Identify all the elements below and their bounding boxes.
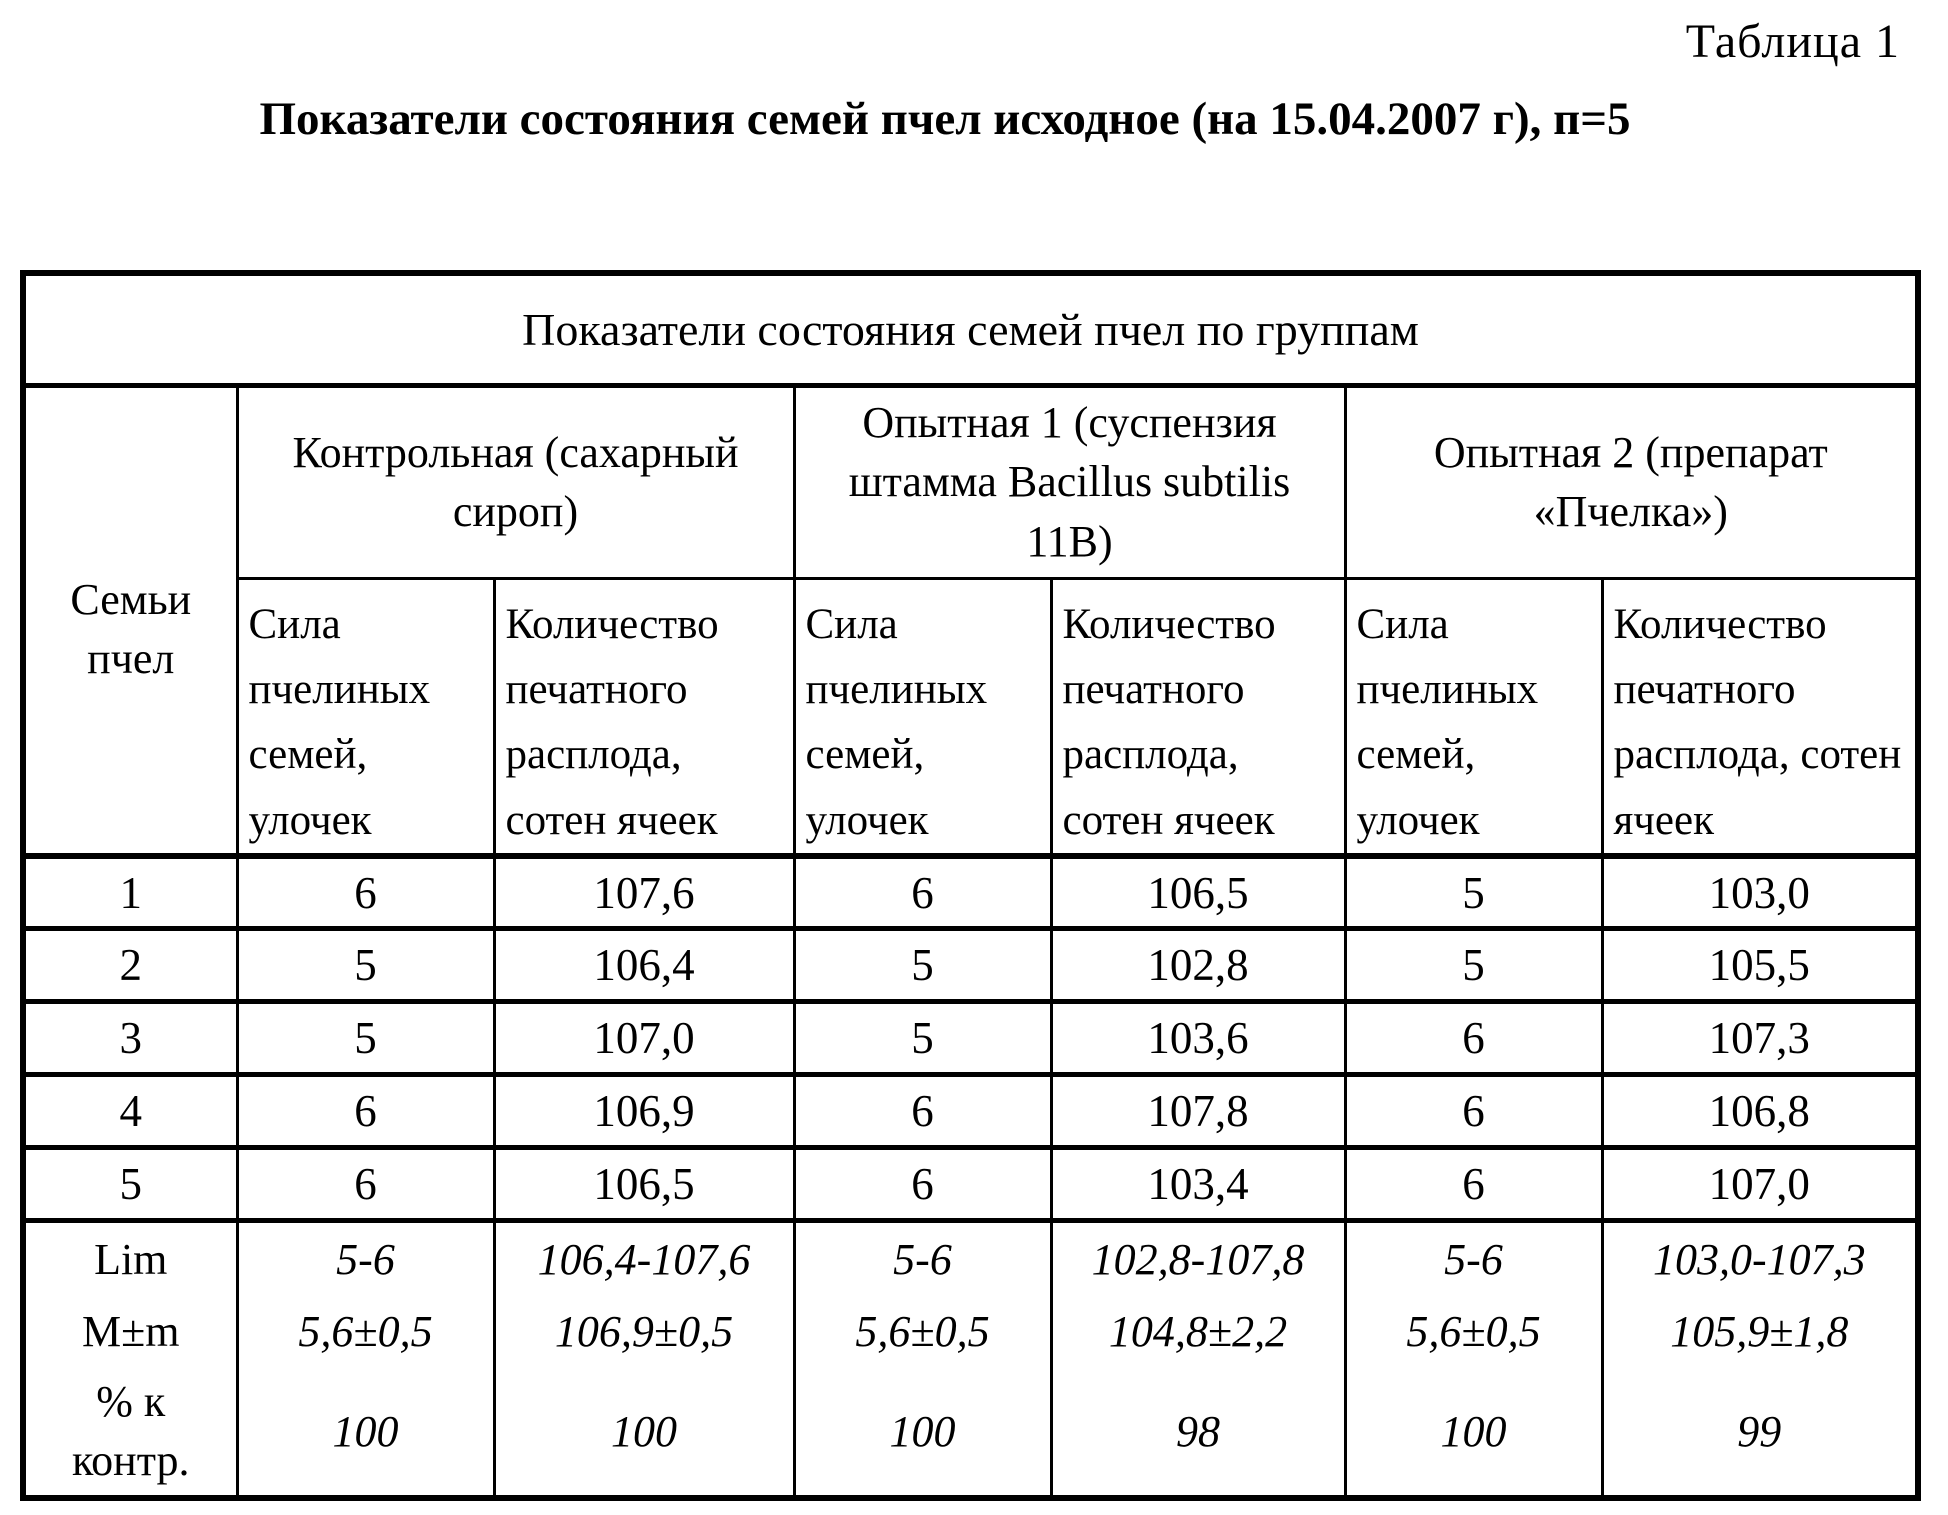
data-cell: 6 <box>1345 1148 1602 1221</box>
data-cell: 6 <box>794 1148 1051 1221</box>
row-label-cell: 4 <box>23 1075 237 1148</box>
data-cell: 106,9 <box>494 1075 794 1148</box>
group-header-experimental-1: Опытная 1 (суспензия штамма Bacillus subtilis 11В) <box>794 385 1345 578</box>
summary-row <box>23 1221 1918 1499</box>
data-cell: 6 <box>237 1075 494 1148</box>
summary-cell <box>1345 1221 1602 1499</box>
subcolumn-strength-control: Сила пчелиных семей, улочек <box>237 578 494 856</box>
m-pm-value: 5,6±0,5 <box>1406 1306 1541 1356</box>
summary-cell <box>494 1221 794 1499</box>
group-header-experimental-2: Опытная 2 (препарат «Пчелка») <box>1345 385 1918 578</box>
data-cell: 106,4 <box>494 929 794 1002</box>
data-cell: 6 <box>237 1148 494 1221</box>
summary-label-cell <box>23 1221 237 1499</box>
lim-value: 106,4-107,6 <box>537 1234 751 1284</box>
data-cell: 103,6 <box>1051 1002 1345 1075</box>
data-cell: 5 <box>794 929 1051 1002</box>
m-pm-value: 106,9±0,5 <box>554 1306 734 1356</box>
data-cell: 5 <box>1345 929 1602 1002</box>
data-cell: 6 <box>794 1075 1051 1148</box>
data-cell: 103,4 <box>1051 1148 1345 1221</box>
pct-value: 100 <box>889 1406 956 1456</box>
summary-label-pct: % к контр. <box>72 1377 190 1486</box>
summary-cell <box>794 1221 1051 1499</box>
data-cell: 106,5 <box>1051 856 1345 929</box>
subcolumn-header-row <box>23 578 1918 856</box>
lim-value: 5-6 <box>336 1234 395 1284</box>
table-row <box>23 856 1918 929</box>
data-cell: 107,0 <box>494 1002 794 1075</box>
data-cell: 6 <box>794 856 1051 929</box>
pct-value: 98 <box>1176 1406 1220 1456</box>
summary-cell <box>237 1221 494 1499</box>
summary-label-m: M±m <box>82 1306 180 1356</box>
data-cell: 106,5 <box>494 1148 794 1221</box>
summary-label-lim: Lim <box>94 1234 168 1284</box>
data-cell: 107,6 <box>494 856 794 929</box>
data-cell: 102,8 <box>1051 929 1345 1002</box>
lim-value: 103,0-107,3 <box>1652 1234 1866 1284</box>
subcolumn-strength-exp1: Сила пчелиных семей, улочек <box>794 578 1051 856</box>
m-pm-value: 104,8±2,2 <box>1108 1306 1288 1356</box>
table-number-label: Таблица 1 <box>1685 15 1900 68</box>
pct-value: 100 <box>611 1406 677 1456</box>
lim-value: 102,8-107,8 <box>1091 1234 1305 1284</box>
pct-value: 100 <box>332 1406 399 1456</box>
data-cell: 107,8 <box>1051 1075 1345 1148</box>
row-label-cell: 2 <box>23 929 237 1002</box>
data-cell: 6 <box>1345 1075 1602 1148</box>
table-row <box>23 929 1918 1002</box>
subcolumn-brood-exp1: Количество печатного расплода, сотен ячеек <box>1051 578 1345 856</box>
data-cell: 105,5 <box>1602 929 1918 1002</box>
data-cell: 5 <box>794 1002 1051 1075</box>
table-row <box>23 1002 1918 1075</box>
data-cell: 5 <box>1345 856 1602 929</box>
row-label-cell: 3 <box>23 1002 237 1075</box>
group-header-row <box>23 385 1918 578</box>
table-row <box>23 1075 1918 1148</box>
row-header-cell: Семьи пчел <box>23 385 237 856</box>
data-cell: 107,0 <box>1602 1148 1918 1221</box>
table-row <box>23 1148 1918 1221</box>
summary-cell <box>1602 1221 1918 1499</box>
bee-metrics-table <box>20 270 1921 1501</box>
summary-cell <box>1051 1221 1345 1499</box>
table-caption-cell: Показатели состояния семей пчел по группам <box>23 273 1918 385</box>
subcolumn-strength-exp2: Сила пчелиных семей, улочек <box>1345 578 1602 856</box>
subcolumn-brood-control: Количество печатного расплода, сотен ячеек <box>494 578 794 856</box>
page-title: Показатели состояния семей пчел исходное (на 15.04.2007 г), п=5 <box>259 93 1631 145</box>
subcolumn-brood-exp2: Количество печатного расплода, сотен ячеек <box>1602 578 1918 856</box>
data-cell: 5 <box>237 1002 494 1075</box>
row-label-cell: 1 <box>23 856 237 929</box>
table-caption-row <box>23 273 1918 385</box>
data-cell: 6 <box>1345 1002 1602 1075</box>
row-label-cell: 5 <box>23 1148 237 1221</box>
data-cell: 103,0 <box>1602 856 1918 929</box>
m-pm-value: 105,9±1,8 <box>1670 1306 1849 1356</box>
m-pm-value: 5,6±0,5 <box>298 1306 433 1356</box>
lim-value: 5-6 <box>1444 1234 1503 1284</box>
lim-value: 5-6 <box>893 1234 952 1284</box>
data-cell: 5 <box>237 929 494 1002</box>
data-cell: 106,8 <box>1602 1075 1918 1148</box>
pct-value: 99 <box>1737 1406 1782 1456</box>
data-cell: 6 <box>237 856 494 929</box>
group-header-control: Контрольная (сахарный сироп) <box>237 385 794 578</box>
data-cell: 107,3 <box>1602 1002 1918 1075</box>
m-pm-value: 5,6±0,5 <box>855 1306 990 1356</box>
pct-value: 100 <box>1440 1406 1507 1456</box>
